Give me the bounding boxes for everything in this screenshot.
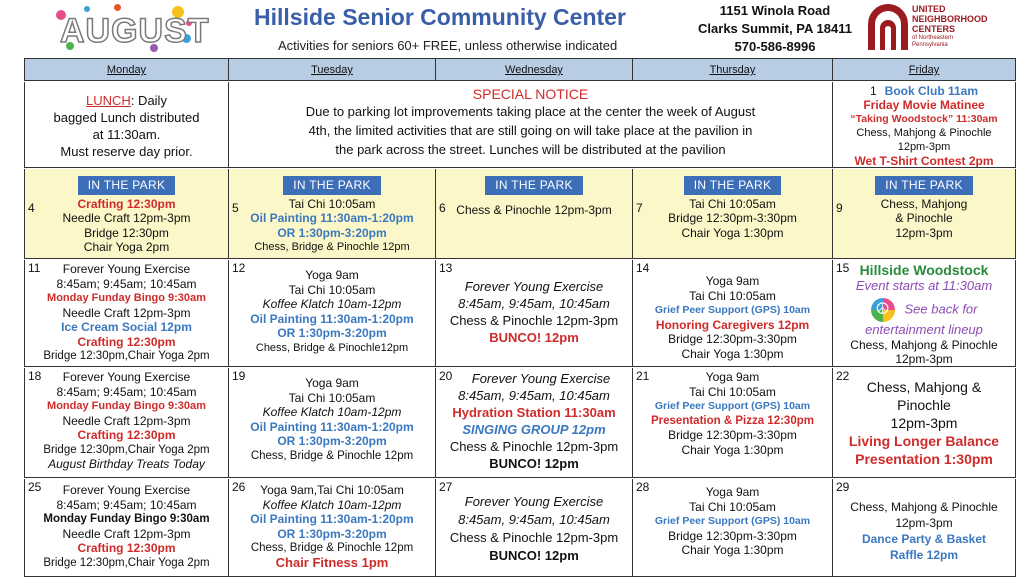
event: Bridge 12:30pm-3:30pm [668,428,797,442]
special-notice [229,82,833,168]
event: Koffee Klatch 10am-12pm [262,405,402,419]
event: Ice Cream Social 12pm [61,320,192,334]
event: Wet T-Shirt Contest 2pm [854,154,994,168]
event: Needle Craft 12pm-3pm [62,413,191,428]
event: Pinochle [897,397,951,413]
event: 8:45am, 9:45am, 10:45am [458,296,610,311]
day-number: 22 [836,369,850,383]
event: “Taking Woodstock” 11:30am [850,113,998,125]
lunch-text-4: Must reserve day prior. [60,144,193,159]
event: Koffee Klatch 10am-12pm [262,497,402,512]
day-cell-aug-28 [633,479,833,577]
day-cell-aug-6 [436,169,633,259]
event: Yoga 9am [305,376,359,390]
event: 8:45am; 9:45am; 10:45am [56,497,197,512]
event: Crafting 12:30pm [77,541,176,555]
event: Grief Peer Support (GPS) 10am [654,515,811,527]
day-number: 18 [28,369,42,383]
day-cell-aug-19 [229,368,436,478]
day-cell-aug-14 [633,260,833,367]
event: Tai Chi 10:05am [689,384,776,399]
unc-name [912,4,988,34]
day-header-thursday: Thursday [633,59,833,81]
day-cell-aug-26 [229,479,436,577]
day-number: 1 [869,84,877,98]
event: BUNCO! 12pm [489,456,579,471]
event: Tai Chi 10:05am [689,196,776,211]
event: Tai Chi 10:05am [288,196,376,211]
day-number: 15 [836,261,850,275]
day-header-tuesday: Tuesday [229,59,436,81]
event: Forever Young Exercise [62,370,191,384]
event: Bridge 12:30pm [84,225,169,240]
event: Oil Painting 11:30am-1:20pm [250,311,414,326]
day-number: 14 [636,261,650,275]
event: Presentation & Pizza 12:30pm [651,414,814,427]
event: Forever Young Exercise [471,371,611,386]
org-line-4: of Northeastern [912,35,954,41]
event: Chess & Pinochle 12pm-3pm [449,313,619,328]
event: Yoga 9am [705,274,760,288]
notice-title: SPECIAL NOTICE [472,86,589,102]
day-header-monday: Monday [24,59,229,81]
event: 12pm-3pm [895,225,953,240]
event: 8:45am; 9:45am; 10:45am [56,276,197,291]
event: Tai Chi 10:05am [288,282,376,297]
phone-number: 570-586-8996 [734,39,816,54]
day-cell-aug-25 [24,479,229,577]
event: OR 1:30pm-3:20pm [277,225,387,240]
event: Event starts at 11:30am [855,278,993,293]
day-number: 20 [439,369,453,383]
event: OR 1:30pm-3:20pm [277,526,387,541]
event: BUNCO! 12pm [489,548,579,563]
event: Friday Movie Matinee [863,98,985,112]
day-number: 28 [636,480,650,494]
event: Chess, Mahjong & Pinochle [850,338,998,352]
event: Chess & Pinochle 12pm-3pm [456,202,612,217]
in-the-park-badge: IN THE PARK [684,176,782,195]
address-line-2: Clarks Summit, PA 18411 [698,21,852,36]
august-logo-text: AUGUST [60,12,210,50]
event: Grief Peer Support (GPS) 10am [654,400,811,412]
event: SINGING GROUP 12pm [462,422,606,437]
day-cell-aug-18 [24,368,229,478]
in-the-park-badge: IN THE PARK [875,176,973,195]
lunch-cell [24,82,229,168]
event: 8:45am, 9:45am, 10:45am [458,512,610,527]
event: Chess, Mahjong [880,196,968,211]
event: Chess, Mahjong & Pinochle [856,127,992,139]
org-line-3: CENTERS [912,24,956,34]
event: Chair Yoga 2pm [83,240,170,254]
day-cell-aug-5 [229,169,436,259]
event: Tai Chi 10:05am [288,390,376,405]
org-line-5: Pennsylvania [912,42,948,48]
event: Chair Yoga 1:30pm [681,442,784,457]
event: Chess, Bridge & Pinochle12pm [255,341,409,354]
address-line-1: 1151 Winola Road [719,3,831,18]
day-header-friday: Friday [833,59,1016,81]
day-cell-aug-21 [633,368,833,478]
lunch-text-3: at 11:30am. [92,127,161,142]
unc-region [912,35,953,49]
event: Monday Funday Bingo 9:30am [47,400,206,412]
in-the-park-badge: IN THE PARK [485,176,583,195]
header [0,0,1024,58]
event: Grief Peer Support (GPS) 10am [654,304,811,316]
day-cell-aug-4 [24,169,229,259]
event: Chair Fitness 1pm [275,554,389,570]
event: See back for [904,301,978,317]
event: Needle Craft 12pm-3pm [62,526,191,541]
event: Chess & Pinochle 12pm-3pm [449,439,619,454]
day-cell-aug-20 [436,368,633,478]
event: Oil Painting 11:30am-1:20pm [250,419,414,434]
day-cell-aug-27 [436,479,633,577]
event: Living Longer Balance [848,433,1000,449]
day-cell-aug-29 [833,479,1016,577]
event: Forever Young Exercise [464,494,604,509]
event: Monday Funday Bingo 9:30am [47,292,206,304]
event: Chair Yoga 1:30pm [681,543,784,557]
day-cell-aug-12 [229,260,436,367]
event: Book Club 11am [884,84,979,98]
day-number: 4 [28,201,35,215]
event: Hillside Woodstock [859,262,989,278]
event: BUNCO! 12pm [489,330,579,345]
event: Tai Chi 10:05am [689,499,776,514]
event: & Pinochle [895,211,953,225]
event: Forever Young Exercise [62,483,191,497]
event: Bridge 12:30pm,Chair Yoga 2pm [43,350,210,362]
event: Tai Chi 10:05am [689,288,776,303]
day-cell-aug-15 [833,260,1016,367]
event: Bridge 12:30pm-3:30pm [668,211,797,225]
day-cell-aug-1 [833,82,1016,168]
event: Chess, Bridge & Pinochle 12pm [250,449,414,462]
page-subtitle: Activities for seniors 60+ FREE, unless otherwise indicated [278,38,618,53]
in-the-park-badge: IN THE PARK [283,176,381,195]
event: Crafting 12:30pm [77,428,176,442]
notice-line-2: 4th, the limited activities that are still going on will take place at the pavilion in [308,123,753,138]
org-line-1: UNITED [912,4,946,14]
event: Yoga 9am [705,370,760,384]
event: Bridge 12:30pm-3:30pm [668,332,797,346]
event: Crafting 12:30pm [77,334,176,349]
event: Chess, Mahjong & Pinochle [850,500,998,514]
event: Bridge 12:30pm,Chair Yoga 2pm [43,443,210,456]
event: OR 1:30pm-3:20pm [277,434,387,448]
event: Forever Young Exercise [464,279,604,294]
event: 8:45am, 9:45am, 10:45am [458,388,610,403]
event: Presentation 1:30pm [855,451,993,467]
day-cell-aug-11 [24,260,229,367]
event: Crafting 12:30pm [77,196,176,211]
event: OR 1:30pm-3:20pm [277,326,387,340]
event: Chess, Bridge & Pinochle 12pm [254,241,410,253]
day-header-wednesday: Wednesday [436,59,633,81]
event: Yoga 9am,Tai Chi 10:05am [260,483,404,497]
event: Hydration Station 11:30am [452,405,616,420]
event: 8:45am; 9:45am; 10:45am [56,384,197,399]
notice-body [229,102,832,159]
event: Chair Yoga 1:30pm [681,346,784,361]
unc-logo [866,2,1016,54]
event: Needle Craft 12pm-3pm [62,211,191,225]
day-cell-aug-9 [833,169,1016,259]
event: Chess, Mahjong & [866,379,982,395]
event: Dance Party & Basket [861,532,987,546]
day-number: 9 [836,201,843,215]
lunch-label: LUNCH [86,93,131,108]
event: Oil Painting 11:30am-1:20pm [250,211,414,225]
day-number: 29 [836,480,850,494]
event: Bridge 12:30pm-3:30pm [668,528,797,543]
day-number: 12 [232,261,246,275]
event: Bridge 12:30pm,Chair Yoga 2pm [43,556,210,569]
event: 12pm-3pm [897,141,951,153]
event: Forever Young Exercise [62,262,191,276]
event: Needle Craft 12pm-3pm [62,305,191,320]
day-number: 5 [232,201,239,215]
event: Honoring Caregivers 12pm [655,317,810,332]
org-line-2: NEIGHBORHOOD [912,14,988,24]
event: August Birthday Treats Today [48,457,205,471]
day-number: 25 [28,480,42,494]
day-number: 11 [28,261,41,275]
event: Chess, Bridge & Pinochle 12pm [250,542,414,554]
event: Oil Painting 11:30am-1:20pm [250,512,414,526]
day-cell-aug-22 [833,368,1016,478]
day-cell-aug-13 [436,260,633,367]
notice-line-1: Due to parking lot improvements taking place at the center the week of August [305,104,756,119]
unc-arch-icon [866,2,910,52]
in-the-park-badge: IN THE PARK [78,176,176,195]
event: Koffee Klatch 10am-12pm [262,297,402,311]
day-number: 13 [439,261,453,275]
event: Chess & Pinochle 12pm-3pm [449,530,619,545]
event: entertainment lineup [865,322,983,337]
event: 12pm-3pm [895,516,953,530]
lunch-text-1: : Daily [130,93,167,108]
day-cell-aug-7 [633,169,833,259]
event: 12pm-3pm [890,415,958,431]
event: Monday Funday Bingo 9:30am [43,513,210,525]
address-block [690,2,860,56]
event: Raffle 12pm [889,548,959,562]
day-number: 27 [439,480,453,494]
lunch-text-2: bagged Lunch distributed [53,110,200,125]
event: Chair Yoga 1:30pm [681,225,784,240]
august-logo [54,4,210,54]
day-number: 19 [232,369,246,383]
day-number: 7 [636,201,643,215]
day-number: 21 [636,369,650,383]
page-title: Hillside Senior Community Center [254,4,626,30]
calendar-grid [24,58,1016,577]
day-number: 6 [439,201,446,215]
event: Yoga 9am [305,268,359,282]
event: 12pm-3pm [895,352,953,366]
notice-line-3: the park across the street. Lunches will be distributed at the pavilion [335,142,726,157]
day-number: 26 [232,480,246,494]
peace-icon: ☮ [871,298,895,322]
event: Yoga 9am [705,485,760,499]
